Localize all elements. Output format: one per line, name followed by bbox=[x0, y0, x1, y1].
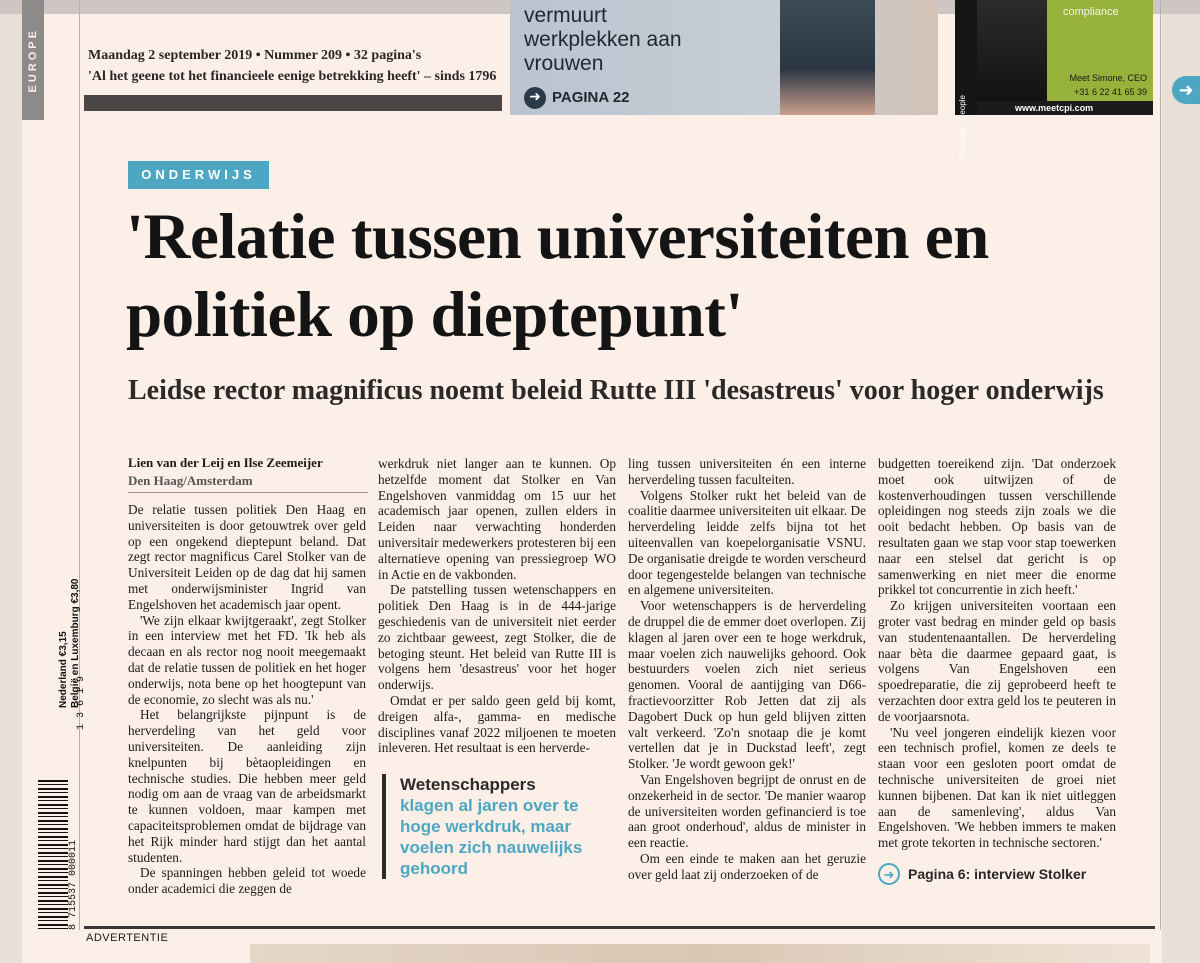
ad-contact-name: Meet Simone, CEO bbox=[1069, 73, 1147, 83]
barcode-number: 8 715537 000011 bbox=[68, 839, 79, 930]
subheadline: Leidse rector magnificus noemt beleid Rutte III 'desastreus' voor hoger onderwijs bbox=[128, 375, 1104, 406]
paragraph: Van Engelshoven begrijpt de onrust en de onzekerheid in de sector. 'De manier waarop de universiteiten worden gefinancierd is toe aan groot onderhoud', aldus de minister in een reactie. bbox=[628, 771, 866, 851]
left-column-rule bbox=[79, 0, 80, 930]
right-column-rule bbox=[1160, 0, 1161, 930]
pull-quote-rest: klagen al jaren over te hoge werkdruk, maar voelen zich nauwelijks gehoord bbox=[400, 796, 583, 878]
masthead-bar bbox=[84, 95, 502, 111]
promo-photo bbox=[780, 0, 875, 115]
ad-url: www.meetcpi.com bbox=[977, 101, 1153, 115]
ad-contact bbox=[1053, 71, 1147, 99]
paragraph: De spanningen hebben geleid tot woede onder academici die zeggen de bbox=[128, 865, 366, 897]
date-line: Maandag 2 september 2019 • Nummer 209 • 32 pagina's bbox=[88, 48, 422, 63]
section-tab bbox=[22, 0, 44, 120]
article-column-4 bbox=[878, 456, 1116, 851]
footer-label: ADVERTENTIE bbox=[86, 932, 169, 944]
ad-side-bar bbox=[955, 0, 977, 157]
next-page-arrow-icon[interactable]: ➜ bbox=[1172, 76, 1200, 104]
byline bbox=[128, 455, 373, 489]
advertisement[interactable] bbox=[955, 0, 1153, 157]
barcode-bars bbox=[38, 780, 68, 930]
promo-teaser[interactable] bbox=[510, 0, 938, 115]
paragraph: ling tussen universiteiten én een interne herverdeling tussen faculteiten. bbox=[628, 456, 866, 487]
motto: 'Al het geene tot het financieele eenige betrekking heeft' – sinds 1796 bbox=[88, 69, 497, 84]
headline: 'Relatie tussen universiteiten en politiek op dieptepunt' bbox=[126, 201, 989, 351]
inside-page-reference[interactable] bbox=[878, 863, 1086, 885]
paragraph: Voor wetenschappers is de herverdeling de druppel die de emmer doet overlopen. Zij klagen al jaren over een te hoge werkdruk, maar voelen zich nauwelijks gehoord. Ook bestuurders voelen zich niet serieus genomen. Vooral de aantijging van D66-fractievoorzitter Rob Jetten dat zij als Dagobert Duck op hun geld blijven zitten valt verkeerd. 'Zo'n snotaap die je komt vertellen dat je in Duckstad leeft', zegt Stolker. 'Je wordt gewoon gek!' bbox=[628, 598, 866, 772]
paragraph: werkdruk niet langer aan te kunnen. Op hetzelfde moment dat Stolker en Van Engelshoven vanmiddag om 15 uur het academisch jaar openen, zullen elders in Leiden naar verwachting honderden universitair medewerkers protesteren bij een alternatieve opening van pressiegroep WO in Actie en de vakbonden. bbox=[378, 456, 616, 582]
paragraph: budgetten toereikend zijn. 'Dat onderzoek moet ook uitwijzen of de kostenverhoudingen tussen verschillende opleidingen nog steeds zijn zoals we die ooit bedacht hebben. Op basis van de resultaten gaan we stap voor stap toewerken naar een stelsel dat gericht is op samenwerking en niet meer die enorme prikkel tot concurrentie in zich heeft.' bbox=[878, 456, 1116, 598]
paragraph: Zo krijgen universiteiten voortaan een groter vast bedrag en minder geld op basis van studentenaantallen. De herverdeling naar bèta die daarmee gepaard gaat, is volgens Van Engelshoven een spoedreparatie, die zij geprobeerd heeft te verzachten door extra geld los te peuteren in de voorjaarsnota. bbox=[878, 598, 1116, 724]
promo-teaser-text: vermuurt werkplekken aan vrouwen bbox=[524, 4, 682, 75]
promo-page-ref: PAGINA 22 bbox=[552, 89, 630, 106]
arrow-right-icon: ➜ bbox=[878, 863, 900, 885]
pull-quote bbox=[382, 774, 610, 879]
pull-quote-lead: Wetenschappers bbox=[400, 775, 536, 794]
price-label bbox=[58, 579, 82, 709]
price-nl: Nederland €3,15 bbox=[58, 631, 69, 708]
paragraph: Om een einde te maken aan het geruzie over geld laat zij onderzoeken of de bbox=[628, 850, 866, 882]
paragraph: Omdat er per saldo geen geld bij komt, dreigen alfa-, gamma- en medische disciplines vanaf 2022 miljoenen te moeten inleveren. Het resultaat is een herverde- bbox=[378, 692, 616, 756]
section-tab-label: EUROPE bbox=[27, 27, 39, 93]
barcode-addon-number: 1 3 6 1 9 bbox=[76, 675, 87, 730]
paragraph: Volgens Stolker rukt het beleid van de coalitie daarmee universiteiten uit elkaar. De herverdeling leidde zelfs bijna tot het uiteenvallen van koepelorganisatie VSNU. De organisatie dreigde te worden verscheurd door tegengestelde belangen van technische en algemene universiteiten. bbox=[628, 487, 866, 598]
masthead-meta bbox=[88, 48, 498, 85]
paragraph: 'Nu veel jongeren eindelijk kiezen voor een technisch profiel, komen ze deels te staan voor een gesloten poort omdat de technische universiteiten de groei niet kunnen bijbenen. Dat kan ik niet uitleggen aan de samenleving', aldus Van Engelshoven. 'We hebben immers te maken met grote tekorten in technische sectoren.' bbox=[878, 724, 1116, 851]
barcode bbox=[38, 675, 87, 940]
footer-rule bbox=[84, 926, 1155, 929]
paragraph: Het belangrijkste pijnpunt is de herverdeling van het geld voor universiteiten. De aanleiding zijn knelpunten bij bètaopleidingen en technische studies. Die hebben meer geld nodig om aan de vraag van de arbeidsmarkt te kunnen voldoen, maar kampen met capaciteitsproblemen omdat de bijdrage van het Rijk minder hard stijgt dan het aantal studenten. bbox=[128, 707, 366, 865]
ad-tagline: compliance bbox=[1063, 6, 1119, 18]
bottom-ad-photo bbox=[250, 944, 1150, 963]
byline-location: Den Haag/Amsterdam bbox=[128, 473, 253, 488]
paragraph: De relatie tussen politiek Den Haag en universiteiten is door getouwtrek over geld op een ongekend dieptepunt beland. Dat zegt rector magnificus Carel Stolker van de Universiteit Leiden op de dag dat hij samen met onderwijsminister Ingrid van Engelshoven het academisch jaar opent. bbox=[128, 502, 366, 612]
article-column-2 bbox=[378, 456, 616, 756]
ad-side-text: Purpose • People bbox=[958, 95, 967, 157]
ad-phone: +31 6 22 41 65 39 bbox=[1074, 87, 1147, 97]
byline-rule bbox=[128, 492, 368, 493]
arrow-right-icon: ➜ bbox=[524, 87, 546, 109]
article-column-3 bbox=[628, 456, 866, 883]
article-column-1 bbox=[128, 502, 366, 897]
paragraph: De patstelling tussen wetenschappers en politiek Den Haag is in de 444-jarige geschiedenis van de universiteit niet eerder zo zichtbaar geweest, zegt Stolker, die de betoging steunt. Het beleid van Rutte III is volgens hem 'desastreus' voor het hoger onderwijs. bbox=[378, 582, 616, 693]
section-label: ONDERWIJS bbox=[128, 161, 269, 189]
price-be: België en Luxemburg €3,80 bbox=[70, 578, 81, 708]
paragraph: 'We zijn elkaar kwijtgeraakt', zegt Stolker in een interview met het FD. 'Ik heb als decaan en als rector nog nooit meegemaakt dat de relatie tussen de politiek en het hoger onderwijs, nota bene op het hoogtepunt van de economie, zo slecht was als nu.' bbox=[128, 612, 366, 707]
inside-ref-label: Pagina 6: interview Stolker bbox=[908, 866, 1087, 882]
ad-person-photo bbox=[977, 0, 1047, 115]
byline-authors: Lien van der Leij en Ilse Zeemeijer bbox=[128, 455, 323, 470]
